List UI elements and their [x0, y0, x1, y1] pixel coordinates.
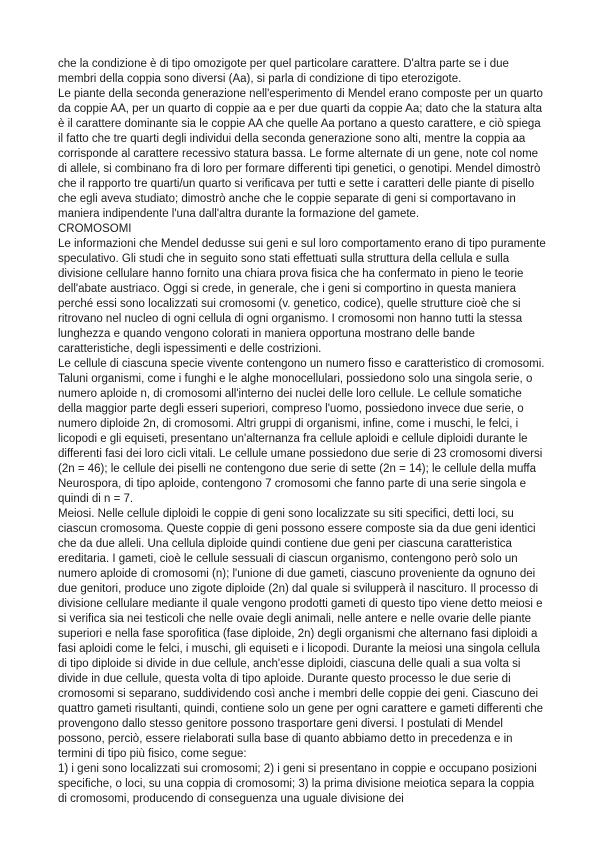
paragraph-numero-cromosomi: Le cellule di ciascuna specie vivente contengono un numero fisso e caratteristico di cromosomi. Taluni organismi, come i funghi e le alghe monocellulari, possiedono solo una singola serie, o numero aploide n, di cromosomi all'interno dei nuclei delle loro cellule. Le cellule somatiche della maggior parte degli esseri superiori, compreso l'uomo, possiedono invece due serie, o numero diploide 2n, di cromosomi. Altri gruppi di organismi, infine, come i muschi, le felci, i licopodi e gli equiseti, presentano un'alternanza fra cellule aploidi e cellule diploidi durante le differenti fasi dei loro cicli vitali. Le cellule umane possiedono due serie di 23 cromosomi diversi (2n = 46); le cellule dei piselli ne contengono due serie di sette (2n = 14); le cellule della muffa Neurospora, di tipo aploide, contengono 7 cromosomi che fanno parte di una serie singola e quindi di n = 7.	[58, 358, 545, 505]
paragraph-seconda-generazione: Le piante della seconda generazione nell'esperimento di Mendel erano composte per un quarto da coppie AA, per un quarto di coppie aa e per due quarti da coppie Aa; dato che la statura alta è il carattere dominante sia le coppie AA che quelle Aa portano a questo carattere, e ciò spiega il fatto che tre quarti degli individui della seconda generazione sono alti, mentre la coppia aa corrisponde al carattere recessivo statura bassa. Le forme alternate di un gene, note col nome di allele, si combinano fra di loro per formare differenti tipi genetici, o genotipi. Mendel dimostrò che il rapporto tre quarti/un quarto si verificava per tutti e sette i caratteri delle piante di pisello che egli aveva studiato; dimostrò anche che le coppie separate di geni si comportavano in maniera indipendente l'una dall'altra durante la formazione del gamete.	[58, 88, 543, 220]
paragraph-informazioni-mendel: Le informazioni che Mendel dedusse sui geni e sul loro comportamento erano di tipo puramente speculativo. Gli studi che in seguito sono stati effettuati sulla struttura della cellula e sulla divisione cellulare hanno fornito una chiara prova fisica che ha confermato in pieno le teorie dell'abate austriaco. Oggi si crede, in generale, che i geni si comportino in questa maniera perché essi sono localizzati sui cromosomi (v. genetico, codice), quelle strutture cioè che si ritrovano nel nucleo di ogni cellula di ogni organismo. I cromosomi non hanno tutti la stessa lunghezza e quando vengono colorati in maniera opportuna mostrano delle bande caratteristiche, degli ispessimenti e delle costrizioni.	[58, 238, 546, 355]
paragraph-omozigote: che la condizione è di tipo omozigote per quel particolare carattere. D'altra parte se i due membri della coppia sono diversi (Aa), si parla di condizione di tipo eterozigote.	[58, 58, 509, 85]
document-page	[58, 57, 546, 807]
paragraph-meiosi: Meiosi. Nelle cellule diploidi le coppie di geni sono localizzate su siti specifici, detti loci, su ciascun cromosoma. Queste coppie di geni possono essere composte sia da due geni identici che da due alleli. Una cellula diploide quindi contiene due geni per ciascuna caratteristica ereditaria. I gameti, cioè le cellule sessuali di ciascun organismo, contengono però solo un numero aploide di cromosomi (n); l'unione di due gameti, ciascuno proveniente da ognuno dei due genitori, produce uno zigote diploide (2n) dal quale si svilupperà il nascituro. Il processo di divisione cellulare mediante il quale vengono prodotti gameti di questo tipo viene detto meiosi e si verifica sia nei testicoli che nelle ovaie degli animali, nelle antere e nelle ovarie delle piante superiori e nella fase sporofitica (fase diploide, 2n) degli organismi che alternano fasi diploidi a fasi aploidi come le felci, i muschi, gli equiseti e i licopodi. Durante la meiosi una singola cellula di tipo diploide si divide in due cellule, anch'esse diploidi, ciascuna delle quali a sua volta si divide in due cellule, questa volta di tipo aploide. Durante questo processo le due serie di cromosomi si separano, suddividendo così anche i membri delle coppie dei geni. Ciascuno dei quattro gameti risultanti, quindi, contiene solo un gene per ogni carattere e gameti differenti che provengono dallo stesso genitore possono trasportare geni diversi. I postulati di Mendel possono, perciò, essere rielaborati sulla base di quanto abbiamo detto in precedenza e in termini di tipo più fisico, come segue:	[58, 508, 544, 760]
paragraph-postulati: 1) i geni sono localizzati sui cromosomi; 2) i geni si presentano in coppie e occupano posizioni specifiche, o loci, su una coppia di cromosomi; 3) la prima divisione meiotica separa la coppia di cromosomi, producendo di conseguenza una uguale divisione dei	[58, 763, 537, 805]
section-heading-cromosomi: CROMOSOMI	[58, 223, 132, 235]
